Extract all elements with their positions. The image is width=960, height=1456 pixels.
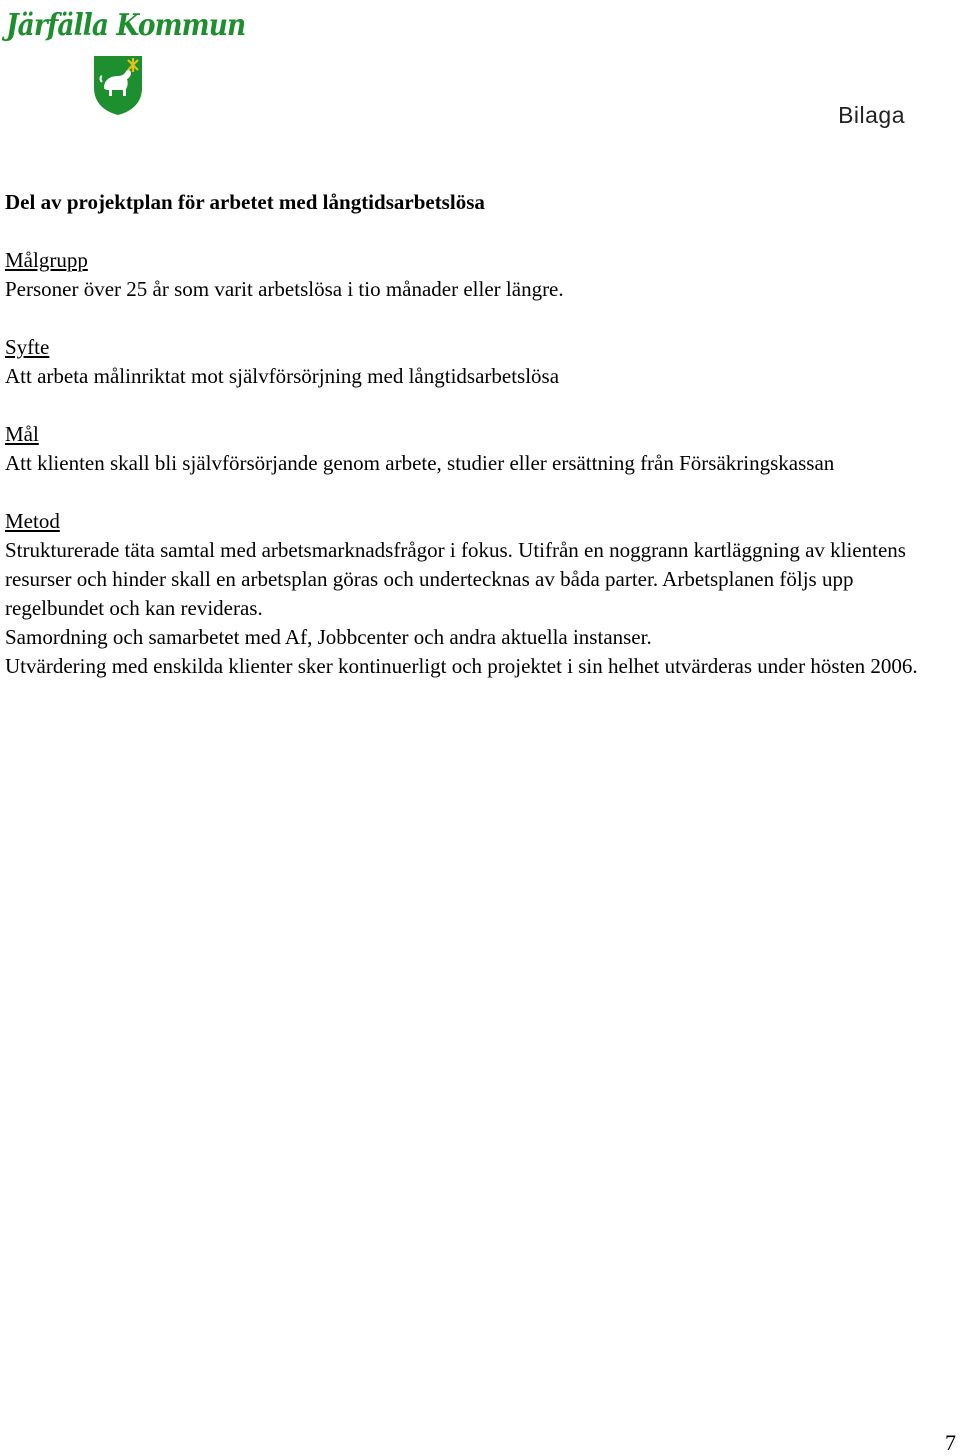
document-title: Del av projektplan för arbetet med långtidsarbetslösa <box>5 190 485 214</box>
attachment-label: Bilaga <box>838 102 905 128</box>
section-paragraph: Utvärdering med enskilda klienter sker kontinuerligt och projektet i sin helhet utvärderas under hösten 2006. <box>5 654 918 678</box>
coat-of-arms-icon <box>92 54 144 116</box>
section-heading: Syfte <box>5 335 50 359</box>
section-syfte <box>5 333 940 391</box>
section-malgrupp <box>5 246 940 304</box>
section-metod <box>5 507 940 681</box>
section-heading: Metod <box>5 509 60 533</box>
document-body <box>5 188 940 710</box>
section-paragraph: Samordning och samarbetet med Af, Jobbcenter och andra aktuella instanser. <box>5 625 652 649</box>
section-paragraph: Strukturerade täta samtal med arbetsmarknadsfrågor i fokus. Utifrån en noggrann kartläggning av klientens resurser och hinder skall en arbetsplan göras och undertecknas av båda parter. Arbetsplanen följs upp regelbundet och kan revideras. <box>5 538 906 620</box>
section-paragraph: Personer över 25 år som varit arbetslösa i tio månader eller längre. <box>5 277 564 301</box>
section-heading: Mål <box>5 422 39 446</box>
section-heading: Målgrupp <box>5 248 88 272</box>
section-paragraph: Att arbeta målinriktat mot självförsörjning med långtidsarbetslösa <box>5 364 560 388</box>
section-mal <box>5 420 940 478</box>
municipality-logo <box>6 8 246 112</box>
section-paragraph: Att klienten skall bli självförsörjande genom arbete, studier eller ersättning från Försäkringskassan <box>5 451 835 475</box>
page-number: 7 <box>945 1430 956 1455</box>
logo-wordmark: Järfälla Kommun <box>6 8 246 43</box>
